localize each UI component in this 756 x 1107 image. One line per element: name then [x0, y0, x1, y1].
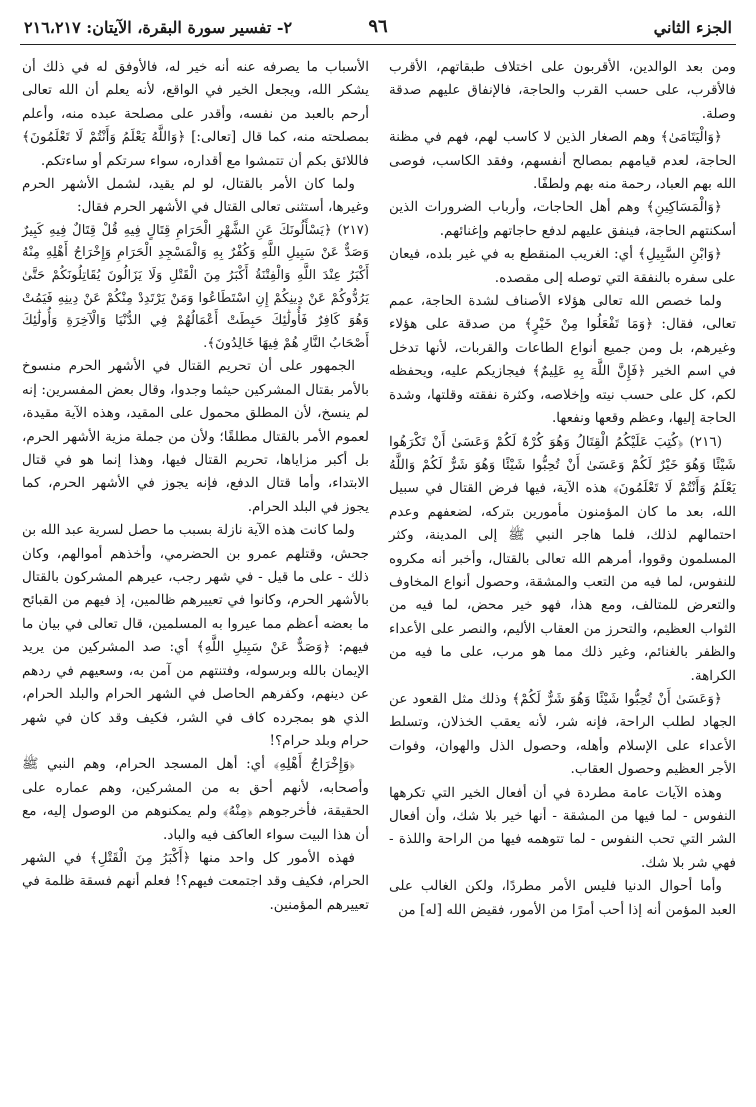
running-title: ٢- تفسير سورة البقرة، الآيتان: ٢١٦،٢١٧	[24, 18, 293, 37]
paragraph: ﴿وَابْنِ السَّبِيلِ﴾ أي: الغريب المنقطع به في غير بلده، فيعان على سفره بالنفقة التي توصله إلى مقصده.	[389, 246, 736, 286]
paragraph: وهذه الآيات عامة مطردة في أن أفعال الخير التي تكرهها النفوس - لما فيها من المشقة - أنها خير بلا شك، وأن أفعال الشر التي تحب النفوس - لما تتوهمه فيها من الراحة واللذة - فهي شر بلا شك.	[389, 784, 736, 871]
paragraph: ولما كان الأمر بالقتال، لو لم يقيد، لشمل الأشهر الحرم وغيرها، أستثنى تعالى القتال في الأشهر الحرم فقال:	[22, 176, 369, 216]
page-header	[20, 14, 736, 45]
paragraph: الجمهور على أن تحريم القتال في الأشهر الحرم منسوخ بالأمر بقتال المشركين حيثما وجدوا، وقال بعض المفسرين: إنه لم ينسخ، لأن المطلق محمول على المقيد، وهذه الآية مقيدة، لعموم الأمر بالقتال مطلقًا؛ ولأن من جملة مزية الأشهر الحرم، بل أكبر مزاياها، تحريم القتال فيها، وهذا إنما هو في قتال الابتداء، وأما قتال الدفع، فإنه يجوز في الأشهر الحرم، كما يجوز في البلد الحرام.	[22, 358, 369, 515]
paragraph: ولما كانت هذه الآية نازلة بسبب ما حصل لسرية عبد الله بن جحش، وقتلهم عمرو بن الحضرمي، وأخذهم أموالهم، وكان ذلك - على ما قيل - في شهر رجب، عيرهم المشركون بالقتال بالأشهر الحرم، وكانوا في تعييرهم ظالمين، إذ فيهم من القبائح ما بعضه أعظم مما عيروا به المسلمين، قال تعالى في بيان ما فيهم: ﴿وَصَدٌّ عَنْ سَبِيلِ اللَّهِ﴾ أي: صد المشركين من يريد الإيمان بالله وبرسوله، وفتنتهم من آمن به، وسعيهم في ردهم عن دينهم، وكفرهم الحاصل في الشهر الحرام والبلد الحرام، الذي هو بمجرده كاف في الشر، فكيف وقد كان في شهر حرام وبلد حرام؟!	[22, 522, 369, 749]
paragraph: ولما خصص الله تعالى هؤلاء الأصناف لشدة الحاجة، عمم تعالى، فقال: ﴿وَمَا تَفْعَلُوا مِنْ خَيْرٍ﴾ من صدقة على هؤلاء وغيرهم، بل ومن جميع أنواع الطاعات والقربات، لأنها تدخل في اسم الخير ﴿فَإِنَّ اللَّهَ بِهِ عَلِيمٌ﴾ فيجازيكم عليه، ويحفظه لكم، كل على حسب نيته وإخلاصه، وكثرة نفقته وقلتها، وشدة الحاجة إليها، وعظم وقعها ونفعها.	[389, 293, 736, 427]
paragraph: ﴿وَالْيَتَامَىٰ﴾ وهم الصغار الذين لا كاسب لهم، فهم في مظنة الحاجة، لعدم قيامهم بمصالح أنفسهم، وفقد الكاسب، فوصى الله بهم العباد، رحمة منه بهم ولطفًا.	[389, 129, 736, 193]
left-column	[22, 56, 369, 1097]
paragraph: ﴿وَالْمَسَاكِينِ﴾ وهم أهل الحاجات، وأرباب الضرورات الذين أسكنتهم الحاجة، فينفق عليهم لدفع حاجاتهم وإغنائهم.	[389, 199, 736, 239]
paragraph: ومن بعد الوالدين، الأقربون على اختلاف طبقاتهم، الأقرب فالأقرب، على حسب القرب والحاجة، فالإنفاق عليهم صدقة وصلة.	[389, 59, 736, 122]
text-columns	[22, 56, 736, 1097]
paragraph: وأما أحوال الدنيا فليس الأمر مطردًا، ولكن الغالب على العبد المؤمن أنه إذا أحب أمرًا من الأمور، فقيض الله [له] من	[389, 878, 736, 918]
verse-block: (٢١٧) ﴿يَسْأَلُونَكَ عَنِ الشَّهْرِ الْحَرَامِ قِتَالٍ فِيهِ قُلْ قِتَالٌ فِيهِ كَبِيرٌ وَصَدٌّ عَنْ سَبِيلِ اللَّهِ وَكُفْرٌ بِهِ وَالْمَسْجِدِ الْحَرَامِ وَإِخْرَاجُ أَهْلِهِ مِنْهُ أَكْبَرُ عِنْدَ اللَّهِ وَالْفِتْنَةُ أَكْبَرُ مِنَ الْقَتْلِ وَلَا يَزَالُونَ يُقَاتِلُونَكُمْ حَتَّىٰ يَرُدُّوكُمْ عَنْ دِينِكُمْ إِنِ اسْتَطَاعُوا وَمَنْ يَرْتَدِدْ مِنْكُمْ عَنْ دِينِهِ فَيَمُتْ وَهُوَ كَافِرٌ فَأُولَٰئِكَ حَبِطَتْ أَعْمَالُهُمْ فِي الدُّنْيَا وَالْآخِرَةِ وَأُولَٰئِكَ أَصْحَابُ النَّارِ هُمْ فِيهَا خَالِدُونَ﴾.	[22, 222, 369, 351]
part-label: الجزء الثاني	[653, 18, 732, 37]
page-number: ٩٦	[368, 16, 388, 37]
verse-paragraph: (٢١٦) ﴿كُتِبَ عَلَيْكُمُ الْقِتَالُ وَهُوَ كُرْهٌ لَكُمْ وَعَسَىٰ أَنْ تَكْرَهُوا شَيْئًا وَهُوَ خَيْرٌ لَكُمْ وَعَسَىٰ أَنْ تُحِبُّوا شَيْئًا وَهُوَ شَرٌّ لَكُمْ وَاللَّهُ يَعْلَمُ وَأَنْتُمْ لَا تَعْلَمُونَ﴾ هذه الآية، فيها فرض القتال في سبيل الله، بعد ما كان المؤمنون مأمورين بتركه، لضعفهم وعدم احتمالهم لذلك، فلما هاجر النبي ﷺ إلى المدينة، وكثر المسلمون وقووا، أمرهم الله تعالى بالقتال، وأخبر أنه مكروه للنفوس، لما فيه من التعب والمشقة، وحصول أنواع المخاوف والتعرض للمتالف، ومع هذا، فهو خير محض، لما فيه من الثواب العظيم، والتحرز من العقاب الأليم، والنصر على الأعداء والظفر بالغنائم، وغير ذلك مما هو مرب، على ما فيه من الكراهة.	[389, 433, 736, 684]
paragraph: ﴿وَإِخْرَاجُ أَهْلِهِ﴾ أي: أهل المسجد الحرام، وهم النبي ﷺ وأصحابه، لأنهم أحق به من المشركين، وهم عماره على الحقيقة، فأخرجوهم ﴿مِنْهُ﴾ ولم يمكنوهم من الوصول إليه، مع أن هذا البيت سواء العاكف فيه والباد.	[22, 756, 369, 843]
paragraph: ﴿وَعَسَىٰ أَنْ تُحِبُّوا شَيْئًا وَهُوَ شَرٌّ لَكُمْ﴾ وذلك مثل القعود عن الجهاد لطلب الراحة، فإنه شر، لأنه يعقب الخذلان، وتسلط الأعداء على الإسلام وأهله، وحصول الذل والهوان، وفوات الأجر العظيم وحصول العقاب.	[389, 690, 736, 778]
paragraph: الأسباب ما يصرفه عنه أنه خير له، فالأوفق له في ذلك أن يشكر الله، ويجعل الخير في الواقع، لأنه يعلم أن الله تعالى أرحم بالعبد من نفسه، وأقدر على مصلحة عبده منه، وأعلم بمصلحته منه، كما قال [تعالى:] ﴿وَاللَّهُ يَعْلَمُ وَأَنْتُمْ لَا تَعْلَمُونَ﴾ فاللائق بكم أن تتمشوا مع أقداره، سواء سرتكم أو ساءتكم.	[22, 59, 369, 169]
paragraph: فهذه الأمور كل واحد منها ﴿أَكْبَرُ مِنَ الْقَتْلِ﴾ في الشهر الحرام، فكيف وقد اجتمعت فيهم؟! فعلم أنهم فسقة ظلمة في تعييرهم المؤمنين.	[22, 849, 369, 913]
right-column	[389, 56, 736, 1097]
